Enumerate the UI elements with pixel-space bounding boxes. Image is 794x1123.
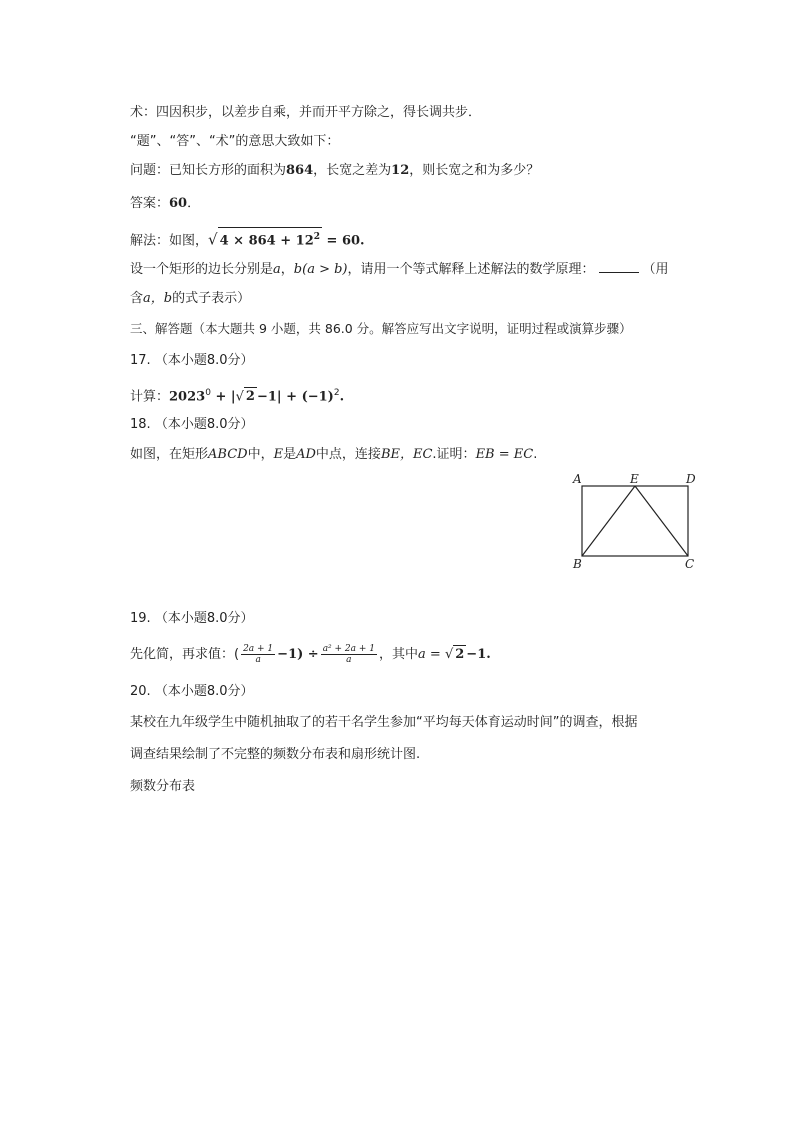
sqrt-sign: √: [444, 647, 454, 662]
q18-end: .: [533, 447, 538, 462]
q18-body: [130, 446, 537, 464]
q19-minus: −1) ÷: [277, 647, 319, 662]
label-d: D: [686, 472, 696, 486]
q19-end: .: [486, 647, 491, 662]
q18-abcd: ABCD: [208, 447, 248, 462]
question-line: [130, 162, 539, 180]
q17-rad: 2: [245, 389, 255, 405]
answer-suffix: ．: [187, 196, 201, 211]
solution-radicand-box: [218, 227, 322, 250]
q20-header: [130, 683, 254, 701]
meaning-line: “题”、“答”、“术”的意思大致如下：: [130, 134, 340, 149]
q19-body: [130, 644, 491, 665]
q18-header: [130, 416, 254, 434]
q18-text-1: 如图，在矩形: [130, 447, 209, 462]
answer-blank[interactable]: [599, 260, 639, 273]
q18-e: E: [273, 447, 284, 462]
q17-base: 2023: [169, 389, 206, 405]
q17-exp2: 2: [333, 388, 340, 398]
task-suffix: ，请用一个等式解释上述解法的数学原理：: [347, 262, 595, 277]
q20-line-1: 某校在九年级学生中随机抽取了的若干名学生参加“平均每天体育运动时间”的调查，根据: [130, 715, 638, 730]
q17-body: [130, 384, 344, 406]
q19-points: （本小题8.0分）: [154, 611, 254, 626]
solution-prefix: 解法：如图，: [130, 233, 209, 249]
q20-line-2: 调查结果绘制了不完整的频数分布表和扇形统计图.: [130, 747, 421, 762]
answer-line: [130, 195, 200, 213]
task-cond: (a > b): [302, 262, 348, 277]
task-line2-suffix: 的式子表示）: [172, 291, 251, 306]
q17-after-rad: −1| + (−1): [256, 389, 334, 405]
q20-number: 20.: [130, 684, 151, 699]
task-prefix: 设一个矩形的边长分别是: [130, 262, 274, 277]
q19-frac2-top: a² + 2a + 1: [322, 644, 376, 654]
q18-goal: EB = EC: [475, 447, 534, 462]
question-area: 864: [286, 163, 314, 178]
q17-end: .: [339, 389, 345, 405]
q18-be-ec: BE，EC: [380, 447, 433, 462]
q18-ad: AD: [296, 447, 316, 462]
task-line: [130, 260, 669, 279]
q17-prefix: 计算：: [130, 389, 170, 405]
q19-frac2: [321, 644, 377, 665]
label-a: A: [573, 472, 582, 486]
task-line-2: [130, 290, 250, 308]
q18-text-5: .证明：: [432, 447, 476, 462]
section-heading: 三、解答题（本大题共 9 小题，共 86.0 分。解答应写出文字说明，证明过程或演算步骤）: [130, 321, 632, 336]
q19-val-lhs: a =: [418, 647, 445, 662]
shu-line: 术：四因积步，以差步自乘，并而开平方除之，得长调共步．: [130, 105, 482, 120]
question-mid: ，长宽之差为: [313, 163, 392, 178]
solution-radicand: 4 × 864 + 12: [219, 233, 314, 249]
q17-header: [130, 352, 254, 370]
label-e: E: [630, 472, 639, 486]
solution-line: [130, 227, 365, 250]
solution-result: = 60.: [322, 233, 365, 249]
q20-table-title: 频数分布表: [130, 779, 196, 794]
question-suffix: ，则长宽之和为多少？: [409, 163, 540, 178]
segment-be: [582, 486, 635, 556]
solution-exp: 2: [313, 232, 321, 242]
q19-val-rad: 2: [455, 647, 465, 662]
q19-frac2-bot: a: [346, 655, 352, 665]
q17-mid: + |: [210, 389, 236, 405]
q17-number: 17.: [130, 353, 151, 368]
task-line2-vars: a，b: [143, 291, 173, 306]
q17-points: （本小题8.0分）: [154, 353, 254, 368]
q19-val-rest: −1: [466, 647, 487, 662]
q17-exp0: 0: [205, 388, 211, 398]
answer-prefix: 答案：: [130, 196, 170, 211]
q19-frac1-bot: a: [255, 655, 261, 665]
question-diff: 12: [391, 163, 410, 178]
q18-points: （本小题8.0分）: [154, 417, 254, 432]
q18-number: 18.: [130, 417, 151, 432]
q19-frac1-top: 2a + 1: [243, 644, 274, 654]
question-prefix: 问题：已知长方形的面积为: [130, 163, 287, 178]
q18-text-4: 中点，连接: [315, 447, 381, 462]
task-comma: ，: [280, 262, 294, 277]
sqrt-sign: √: [235, 389, 244, 405]
task-b: b: [293, 262, 303, 277]
q19-mid: ，其中: [379, 647, 419, 662]
label-c: C: [685, 557, 695, 571]
sqrt-sign: √: [208, 230, 218, 249]
q19-frac1: [241, 644, 275, 665]
q19-number: 19.: [130, 611, 151, 626]
segment-ec: [635, 486, 688, 556]
task-line2-prefix: 含: [130, 291, 144, 306]
task-tail: （用: [642, 262, 669, 277]
rectangle-abcd: [582, 486, 688, 556]
q19-header: [130, 610, 254, 628]
q18-text-3: 是: [283, 447, 297, 462]
label-b: B: [573, 557, 582, 571]
q18-text-2: 中，: [247, 447, 274, 462]
q20-points: （本小题8.0分）: [154, 684, 254, 699]
task-a: a: [273, 262, 281, 277]
answer-value: 60: [169, 196, 188, 211]
rectangle-figure: [565, 470, 705, 574]
q19-prefix: 先化简，再求值：(: [130, 647, 240, 662]
